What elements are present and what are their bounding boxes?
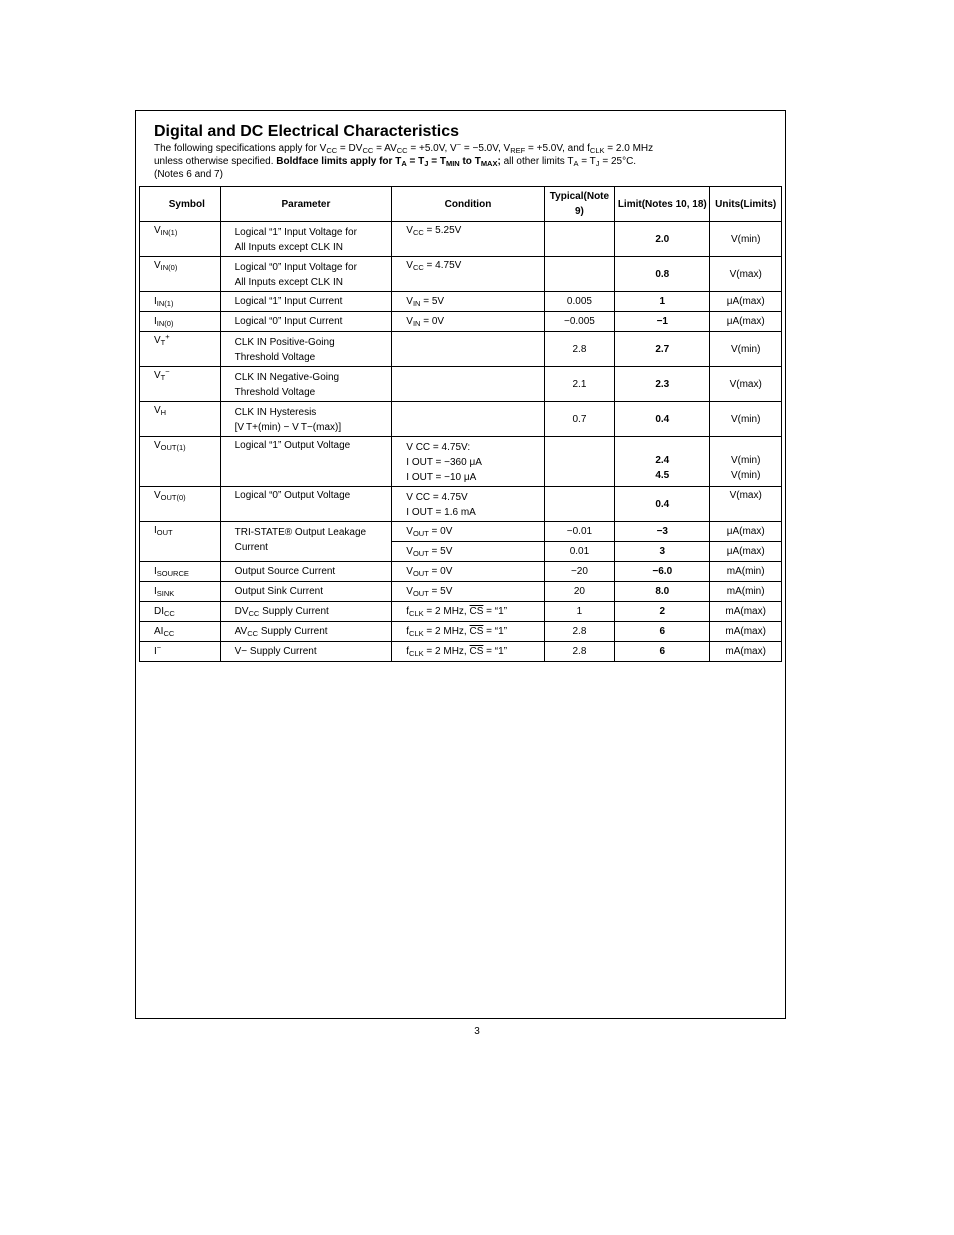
parameter-cell: Logical “1” Output Voltage bbox=[220, 437, 392, 487]
table-row bbox=[140, 582, 782, 602]
header-symbol: Symbol bbox=[140, 187, 221, 222]
table-row bbox=[140, 522, 782, 542]
typical-cell: −20 bbox=[544, 562, 614, 582]
units-cell: mA(max) bbox=[710, 642, 782, 662]
limit-cell: 2.4 4.5 bbox=[615, 437, 710, 487]
parameter-cell: TRI-STATE® Output Leakage Current bbox=[220, 522, 392, 562]
parameter-cell: V− Supply Current bbox=[220, 642, 392, 662]
condition-cell bbox=[392, 367, 544, 402]
symbol-cell: $V_{OUT(1)}$ bbox=[140, 437, 221, 487]
symbol-cell: $V_H$ bbox=[140, 402, 221, 437]
condition-cell: $f_{CLK} = 2$ MHz, $\overline{CS}$ = “1” bbox=[392, 602, 544, 622]
header-typical: Typical(Note 9) bbox=[544, 187, 614, 222]
header-units: Units(Limits) bbox=[710, 187, 782, 222]
typical-cell: 20 bbox=[544, 582, 614, 602]
condition-cell: $V_{CC} = 4.75V$ bbox=[392, 257, 544, 292]
condition-cell: $V_{OUT} = 5V$ bbox=[392, 582, 544, 602]
condition-cell: $V_{OUT} = 5V$ bbox=[392, 542, 544, 562]
symbol-cell: $I_{IN(0)}$ bbox=[140, 312, 221, 332]
table-row bbox=[140, 437, 782, 487]
typical-cell: 0.7 bbox=[544, 402, 614, 437]
limit-cell: 2 bbox=[615, 602, 710, 622]
symbol-cell: $I_{SINK}$ bbox=[140, 582, 221, 602]
parameter-cell: Logical “0” Output Voltage bbox=[220, 487, 392, 522]
parameter-cell: CLK IN Positive-Going Threshold Voltage bbox=[220, 332, 392, 367]
parameter-cell: Output Source Current bbox=[220, 562, 392, 582]
units-cell: V(min) V(min) bbox=[710, 437, 782, 487]
typical-cell bbox=[544, 257, 614, 292]
typical-cell: 0.01 bbox=[544, 542, 614, 562]
parameter-cell: Logical “0” Input Voltage for All Inputs except CLK IN bbox=[220, 257, 392, 292]
limit-cell: 2.3 bbox=[615, 367, 710, 402]
condition-cell: $f_{CLK} = 2$ MHz, $\overline{CS}$ = “1” bbox=[392, 622, 544, 642]
limit-cell: 0.8 bbox=[615, 257, 710, 292]
spec-page-frame bbox=[135, 110, 786, 1019]
header-limit: Limit(Notes 10, 18) bbox=[615, 187, 710, 222]
units-cell: V(max) bbox=[710, 487, 782, 522]
condition-cell: $V_{IN} = 5V$ bbox=[392, 292, 544, 312]
parameter-cell: CLK IN Negative-Going Threshold Voltage bbox=[220, 367, 392, 402]
limit-cell: 2.7 bbox=[615, 332, 710, 367]
units-cell: mA(max) bbox=[710, 602, 782, 622]
units-cell: V(min) bbox=[710, 332, 782, 367]
parameter-cell: Logical “0” Input Current bbox=[220, 312, 392, 332]
parameter-cell: Output Sink Current bbox=[220, 582, 392, 602]
typical-cell bbox=[544, 437, 614, 487]
header-parameter: Parameter bbox=[220, 187, 392, 222]
condition-cell: $V_{IN} = 0V$ bbox=[392, 312, 544, 332]
symbol-cell: $V_{OUT(0)}$ bbox=[140, 487, 221, 522]
intro-notes: (Notes 6 and 7) bbox=[154, 169, 223, 180]
typical-cell: −0.005 bbox=[544, 312, 614, 332]
units-cell: mA(max) bbox=[710, 622, 782, 642]
table-row bbox=[140, 562, 782, 582]
table-row bbox=[140, 257, 782, 292]
condition-cell: $V_{OUT} = 0V$ bbox=[392, 562, 544, 582]
units-cell: V(max) bbox=[710, 257, 782, 292]
symbol-cell: $V_{IN(0)}$ bbox=[140, 257, 221, 292]
units-cell: V(min) bbox=[710, 222, 782, 257]
units-cell: mA(min) bbox=[710, 562, 782, 582]
units-cell: mA(min) bbox=[710, 582, 782, 602]
limit-cell: 2.0 bbox=[615, 222, 710, 257]
typical-cell bbox=[544, 487, 614, 522]
limit-cell: 0.4 bbox=[615, 402, 710, 437]
table-row bbox=[140, 622, 782, 642]
typical-cell: −0.01 bbox=[544, 522, 614, 542]
parameter-cell: Logical “1” Input Current bbox=[220, 292, 392, 312]
section-title: Digital and DC Electrical Characteristics bbox=[154, 123, 459, 140]
units-cell: μA(max) bbox=[710, 522, 782, 542]
symbol-cell: $V_T^-$ bbox=[140, 367, 221, 402]
condition-cell: $V_{CC} = 5.25V$ bbox=[392, 222, 544, 257]
condition-cell: V CC = 4.75V I OUT = 1.6 mA bbox=[392, 487, 544, 522]
units-cell: μA(max) bbox=[710, 312, 782, 332]
parameter-cell: Logical “1” Input Voltage for All Inputs except CLK IN bbox=[220, 222, 392, 257]
intro-line-1: The following specifications apply for $V_{CC} = DV_{CC} = AV_{CC} = +5.0V$, V− = −5.0V, $V_{REF} = +5.0V$, and $f_{CLK} = 2.0$ MHz bbox=[154, 140, 654, 155]
table-row bbox=[140, 602, 782, 622]
symbol-cell: $I_{IN(1)}$ bbox=[140, 292, 221, 312]
header-condition: Condition bbox=[392, 187, 544, 222]
symbol-cell: $I_{OUT}$ bbox=[140, 522, 221, 562]
limit-cell: −6.0 bbox=[615, 562, 710, 582]
units-cell: V(min) bbox=[710, 402, 782, 437]
limit-cell: 6 bbox=[615, 642, 710, 662]
table-row bbox=[140, 312, 782, 332]
typical-cell: 2.8 bbox=[544, 642, 614, 662]
typical-cell: 2.8 bbox=[544, 622, 614, 642]
page-number: 3 bbox=[474, 1026, 480, 1037]
intro-paragraph bbox=[154, 142, 779, 181]
intro-line-2: unless otherwise specified. Boldface limits apply for $T_A = T_J = T_{MIN}$ to $T_{MAX}$; all other limits $T_A = T_J = 25^\circ C$. bbox=[154, 156, 637, 168]
symbol-cell: $V_{IN(1)}$ bbox=[140, 222, 221, 257]
table-row bbox=[140, 367, 782, 402]
units-cell: μA(max) bbox=[710, 292, 782, 312]
typical-cell: 2.1 bbox=[544, 367, 614, 402]
limit-cell: 6 bbox=[615, 622, 710, 642]
table-row bbox=[140, 222, 782, 257]
condition-cell: V CC = 4.75V: I OUT = −360 μA I OUT = −10 μA bbox=[392, 437, 544, 487]
table-row bbox=[140, 292, 782, 312]
condition-cell bbox=[392, 332, 544, 367]
units-cell: V(max) bbox=[710, 367, 782, 402]
parameter-cell: CLK IN Hysteresis [V T+(min) − V T−(max)] bbox=[220, 402, 392, 437]
limit-cell: −3 bbox=[615, 522, 710, 542]
units-cell: μA(max) bbox=[710, 542, 782, 562]
symbol-cell: $DI_{CC}$ bbox=[140, 602, 221, 622]
table-row bbox=[140, 332, 782, 367]
condition-cell: $V_{OUT} = 0V$ bbox=[392, 522, 544, 542]
symbol-cell: $V_T^+$ bbox=[140, 332, 221, 367]
table-row bbox=[140, 402, 782, 437]
symbol-cell: $I_{SOURCE}$ bbox=[140, 562, 221, 582]
limit-cell: 3 bbox=[615, 542, 710, 562]
condition-cell bbox=[392, 402, 544, 437]
table-row bbox=[140, 487, 782, 522]
limit-cell: −1 bbox=[615, 312, 710, 332]
typical-cell: 1 bbox=[544, 602, 614, 622]
table-row bbox=[140, 642, 782, 662]
symbol-cell: $AI_{CC}$ bbox=[140, 622, 221, 642]
limit-cell: 0.4 bbox=[615, 487, 710, 522]
limit-cell: 8.0 bbox=[615, 582, 710, 602]
parameter-cell: $AV_{CC}$ Supply Current bbox=[220, 622, 392, 642]
parameter-cell: $DV_{CC}$ Supply Current bbox=[220, 602, 392, 622]
limit-cell: 1 bbox=[615, 292, 710, 312]
typical-cell: 0.005 bbox=[544, 292, 614, 312]
typical-cell: 2.8 bbox=[544, 332, 614, 367]
table-header-row bbox=[140, 187, 782, 222]
electrical-characteristics-table bbox=[139, 186, 782, 662]
condition-cell: $f_{CLK} = 2$ MHz, $\overline{CS}$ = “1” bbox=[392, 642, 544, 662]
typical-cell bbox=[544, 222, 614, 257]
symbol-cell: I− bbox=[140, 642, 221, 662]
